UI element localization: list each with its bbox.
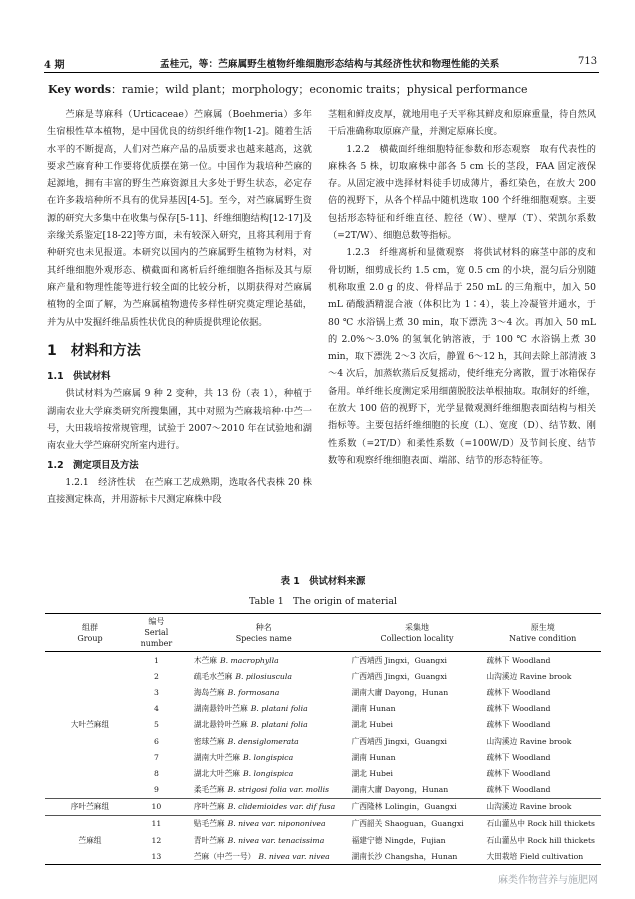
paragraph-1-2-1: 1.2.1 经济性状 在苎麻工艺成熟期，选取各代表株 20 株直接测定株高，并用游标卡尺测定麻株中段 [47,476,312,506]
right-column [328,106,596,469]
species-sci: B. strigosi folia var. mollis [227,785,330,795]
serial-number: 4 [153,704,159,714]
paragraph-1-2-3: 1.2.3 纤维离析和显微观察 将供试材料的麻茎中部的皮和骨切断，细剪成长约 1.5 cm，宽 0.5 cm 的小块，混匀后分别随机称取重 2.0 g 的皮、骨样品于 250 mL 的三角瓶中，加入 50 mL 硝酸酒精混合液（体积比为 1∶4），装上冷凝管并通水，于 80 ℃ 水浴锅上煮 30 min，取下漂洗 3～4 次。再加入 50 mL 的 2.0%～3.0% 的氢氧化钠溶液，于 100 ℃ 水浴锅上煮 30 min，取下漂洗 2～3 次后，静置 6～12 h，其间去除上部清液 3～4 次后，加蒸软蒸后反复摇动，使纤维充分离散，置于冰箱保存备用。单纤维长度测定采用细菌脱胶法单根抽取。取制好的纤维，在放大 100 倍的视野下，光学显微观测纤维细胞表面结构与相关指标等。主要包括纤维细胞的长度（L）、宽度（D）、结节数、刚性系数（=2T/D）和柔性系数（=100W/D）及节间长度、结节数等和观察纤维细胞表面、端部、结节的形态特征等。 [328,247,596,466]
serial-number: 3 [153,687,159,697]
paragraph-1-2-2: 1.2.2 横截面纤维细胞特征参数和形态观察 取有代表性的麻株各 5 株，切取麻株中部各 5 cm 长的茎段，FAA 固定液保存。从固定液中选择材料徒手切成薄片，番红染色，在放大 200 倍的视野下，从各个样品中随机选取 100 个纤维细胞观察。主要包括形态特征和纤维直径、腔径（W）、壁厚（T）、荣凯尔系数（=2T/W）、细胞总数等指标。 [328,143,596,242]
native-condition: 疏林下 Woodland [486,704,551,714]
species-cn: 贴毛苎麻 [193,819,225,829]
collection-locality: 广西靖西 Jingxi，Guangxi [351,736,447,746]
running-header [0,0,635,80]
species-name [178,733,350,749]
species-sci: B. pilosiuscula [235,671,292,681]
collection-locality: 湖北 Hubei [351,768,393,778]
native-condition: 疏林下 Woodland [486,752,551,762]
collection-locality: 湖南长沙 Changsha，Hunan [351,851,458,861]
native-condition: 疏林下 Woodland [486,687,551,697]
species-cn: 青叶苎麻 [193,835,225,845]
origin-table [45,613,601,865]
species-cn: 湖南悬铃叶苎麻 [193,704,248,714]
table-caption-cn: 表 1 供试材料来源 [280,576,366,587]
collection-locality: 广西靖西 Jingxi，Guangxi [351,671,447,681]
keywords-text: ：ramie；wild plant；morphology；economic traits；physical performance [111,83,528,96]
serial-number: 12 [151,835,162,845]
species-cn: 密球苎麻 [193,736,225,746]
species-name [178,684,350,700]
serial-number: 10 [151,802,162,812]
species-cn: 苎麻（中苎一号） [193,851,256,861]
species-sci: B. nivea var. nivea [258,851,330,861]
material-table [45,573,601,865]
serial-number: 5 [153,720,159,730]
collection-locality: 福建宁德 Ningde，Fujian [351,835,446,845]
keywords-line [48,81,528,97]
species-name [178,652,350,669]
native-condition: 大田栽培 Field cultivation [486,851,584,861]
table-row [45,652,601,669]
native-condition: 山沟溪边 Ravine brook [486,736,572,746]
col-locality-en: Collection locality [380,633,454,643]
subsection-1-2: 1.2 测定项目及方法 [47,459,139,471]
species-sci: B. longispica [243,752,294,762]
watermark: 麻类作物营养与施肥网 [498,875,598,886]
serial-number: 9 [153,785,159,795]
header-rule [44,72,599,73]
species-name [178,765,350,781]
native-condition: 山沟溪边 Ravine brook [486,671,572,681]
table-row [45,815,601,832]
serial-number: 11 [151,819,162,829]
species-name [178,717,350,733]
collection-locality: 湖南 Hunan [351,704,396,714]
collection-locality: 湖南大庸 Dayong，Hunan [351,785,449,795]
native-condition: 疏林下 Woodland [486,785,551,795]
species-sci: B. platani folia [250,704,308,714]
issue-number: 4 期 [44,60,65,71]
species-cn: 湖南大叶苎麻 [193,752,240,762]
species-sci: B. formosana [227,687,280,697]
collection-locality: 湖北 Hubei [351,720,393,730]
page-number: 713 [578,56,598,67]
col-group-cn: 组群 [81,622,98,632]
serial-number: 2 [153,671,159,681]
species-cn: 柔毛苎麻 [193,785,225,795]
collection-locality: 广西靖西 Jingxi，Guangxi [351,655,447,665]
keywords-label: Key words [48,83,112,96]
species-cn: 海岛苎麻 [193,687,225,697]
group-name: 苎麻组 [78,835,102,845]
native-condition: 山沟溪边 Ravine brook [486,802,572,812]
table-caption-en: Table 1 The origin of material [249,596,397,607]
species-sci: B. platani folia [250,720,308,730]
species-sci: B. nivea var. nipononivea [227,819,326,829]
col-habitat [484,614,601,652]
serial-number: 1 [153,655,159,665]
species-sci: B. nivea var. tenacissima [227,835,325,845]
group-name: 序叶苎麻组 [70,802,110,812]
section-heading-materials: 1 材料和方法 [47,342,141,359]
species-sci: B. densiglomerata [227,736,299,746]
left-column [47,106,312,509]
group-name: 大叶苎麻组 [70,720,110,730]
native-condition: 疏林下 Woodland [486,720,551,730]
subsection-1-1: 1.1 供试材料 [47,371,111,383]
native-condition: 石山灌丛中 Rock hill thickets [486,819,595,829]
species-name [178,832,350,848]
collection-locality: 湖南 Hunan [351,752,396,762]
serial-number: 8 [153,768,159,778]
table-header-row [45,614,601,652]
species-name [178,782,350,799]
col-species-cn: 种名 [255,622,272,632]
collection-locality: 湖南大庸 Dayong，Hunan [351,687,449,697]
paragraph-1-2-1-cont: 茎粗和鲜皮皮厚，就地用电子天平称其鲜皮和原麻重量，待自然风干后准确称取原麻产量，并测定原麻长度。 [328,109,596,138]
species-name [178,815,350,832]
col-locality [350,614,485,652]
species-sci: B. clidemioides var. dif fusa [227,802,336,812]
species-name [178,749,350,765]
native-condition: 疏林下 Woodland [486,768,551,778]
table-body [45,652,601,865]
species-name [178,701,350,717]
serial-number: 6 [153,736,159,746]
species-name [178,848,350,865]
species-cn: 木苎麻 [193,655,217,665]
col-species [178,614,350,652]
intro-paragraph: 苎麻是荨麻科（Urticaceae）苎麻属（Boehmeria）多年生宿根性草本植物，是中国优良的纺织纤维作物[1-2]。随着生活水平的不断提高，人们对苎麻产品的品质要求也越来越高，这就要求苎麻育种工作要将优质摆在第一位。中国作为栽培种苎麻的起源地，拥有丰富的野生苎麻资源且大多处于野生状态，必定存在许多栽培种所不具有的优异基因[4-5]。至今，对苎麻属野生资源的研究大多集中在收集与保存[5-11]、纤维细胞结构[12-17]及亲缘关系鉴定[18-22]等方面，未有较深入研究，且将其利用于育种研究也未见报道。本研究以国内的苎麻属野生植物为材料，对其纤维细胞外观形态、横截面和离析后纤维细胞各指标及其与原麻产量和物理性能等进行较全面的比较分析，以期获得对苎麻属植物的全面了解，为苎麻属植物遗传多样性研究奠定理论基础，并为从中发掘纤维品质性状优良的种质提供理论依据。 [47,109,312,328]
col-species-en: Species name [235,633,292,643]
species-sci: B. longispica [243,768,294,778]
running-title: 孟桂元，等：苎麻属野生植物纤维细胞形态结构与其经济性状和物理性能的关系 [160,59,500,70]
col-habitat-cn: 原生境 [530,622,555,632]
serial-number: 13 [151,851,162,861]
native-condition: 石山灌丛中 Rock hill thickets [486,835,595,845]
species-name [178,798,350,815]
col-serial [135,614,178,652]
species-name [178,668,350,684]
table-row [45,798,601,815]
species-cn: 序叶苎麻 [193,802,225,812]
col-serial-cn: 编号 [148,617,165,626]
col-locality-cn: 采集地 [405,622,430,632]
collection-locality: 广西隆林 Lolingin，Guangxi [351,802,457,812]
col-group [45,614,135,652]
native-condition: 疏林下 Woodland [486,655,551,665]
species-cn: 湖北大叶苎麻 [193,768,240,778]
species-sci: B. macrophylla [219,655,279,665]
species-cn: 疏毛水苎麻 [193,671,233,681]
species-cn: 湖北悬铃叶苎麻 [193,720,248,730]
col-group-en: Group [77,633,103,643]
col-serial-en: Serial number [140,628,173,648]
collection-locality: 广西韶关 Shaoguan，Guangxi [351,819,464,829]
paragraph-1-1: 供试材料为苎麻属 9 种 2 变种，共 13 份（表 1），种植于湖南农业大学麻类研究所搜集圃，其中对照为苎麻栽培种·中苎一号，大田栽培按常规管理，试验于 2007～2010 年在试验地和湖南农业大学苎麻研究所室内进行。 [47,388,312,452]
serial-number: 7 [153,752,159,762]
col-habitat-en: Native condition [509,633,577,643]
